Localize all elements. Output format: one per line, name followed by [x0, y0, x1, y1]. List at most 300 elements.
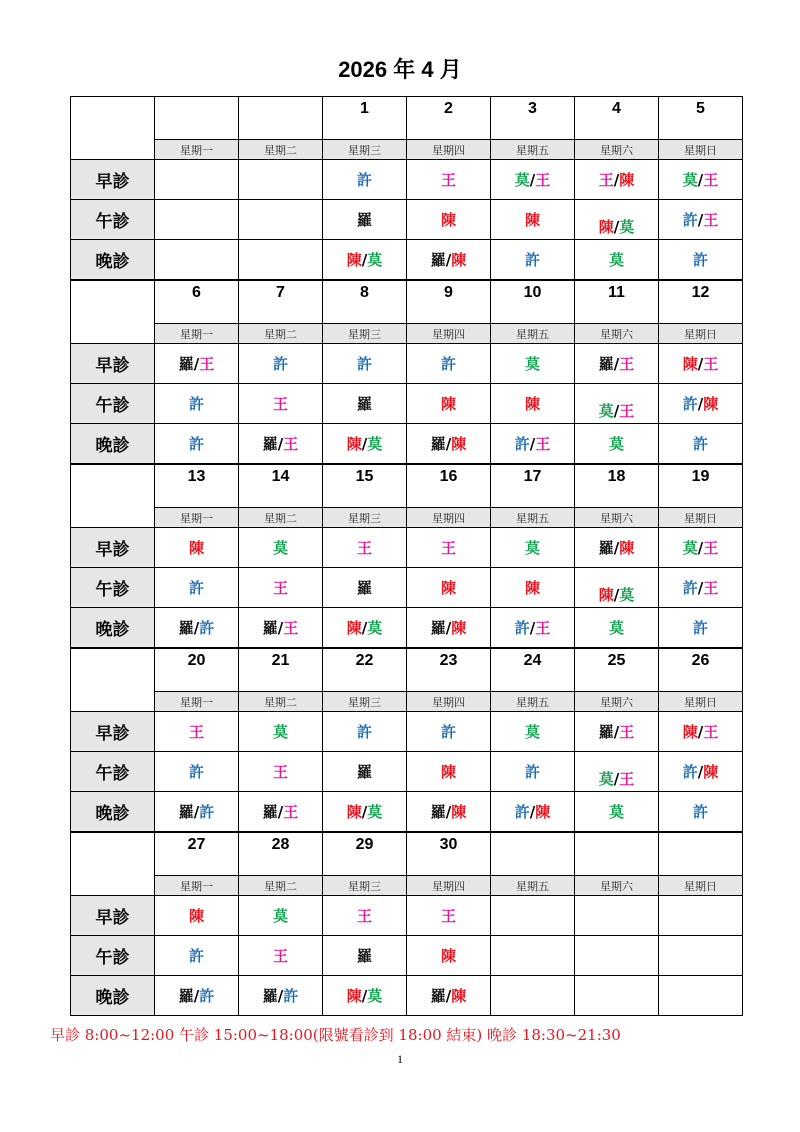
doctor-cell [575, 424, 659, 465]
doctor-cell [239, 384, 323, 424]
doctor-cell [575, 200, 659, 240]
doctor-cell [323, 568, 407, 608]
doctor-name: 王 [272, 947, 288, 965]
doctor-name: 羅 [430, 803, 446, 821]
doctor-name: 許 [524, 251, 540, 269]
doctor-name: 許 [272, 355, 288, 373]
doctor-cell [491, 976, 575, 1016]
doctor-cell [575, 528, 659, 568]
doctor-name: 許 [514, 435, 530, 453]
doctor-name: 羅 [430, 987, 446, 1005]
weekday-cell: 星期日 [659, 692, 743, 712]
doctor-name: 陳 [703, 395, 719, 413]
doctor-name: 陳 [440, 579, 456, 597]
doctor-separator: / [445, 619, 452, 637]
doctor-name: 許 [188, 947, 204, 965]
date-cell: 18 [575, 464, 659, 508]
weekday-cell: 星期六 [575, 324, 659, 344]
doctor-cell [407, 240, 491, 281]
doctor-cell [575, 792, 659, 833]
morning-session-label: 早診 [71, 160, 155, 200]
date-cell: 22 [323, 648, 407, 692]
week-date-row [71, 648, 743, 692]
doctor-cell [239, 608, 323, 649]
doctor-name: 王 [619, 770, 635, 788]
doctor-separator: / [697, 211, 704, 229]
doctor-name: 羅 [430, 251, 446, 269]
weekday-cell: 星期二 [239, 324, 323, 344]
doctor-name: 陳 [524, 211, 540, 229]
doctor-separator: / [193, 355, 200, 373]
doctor-name: 王 [272, 579, 288, 597]
doctor-cell [491, 160, 575, 200]
date-cell: 19 [659, 464, 743, 508]
doctor-name: 許 [199, 619, 215, 637]
doctor-cell [491, 344, 575, 384]
doctor-name: 許 [692, 803, 708, 821]
doctor-name: 許 [356, 723, 372, 741]
doctor-separator: / [697, 763, 704, 781]
week-header-blank [71, 648, 155, 712]
date-cell: 9 [407, 280, 491, 324]
doctor-name: 莫 [608, 619, 624, 637]
doctor-name: 陳 [440, 947, 456, 965]
week-header-blank [71, 97, 155, 160]
doctor-name: 莫 [598, 402, 614, 420]
doctor-cell [407, 936, 491, 976]
doctor-name: 羅 [178, 803, 194, 821]
afternoon-session-label: 午診 [71, 568, 155, 608]
weekday-cell: 星期三 [323, 140, 407, 160]
doctor-cell [659, 424, 743, 465]
doctor-name: 莫 [367, 803, 383, 821]
weekday-cell: 星期三 [323, 876, 407, 896]
evening-session-label: 晚診 [71, 240, 155, 281]
doctor-name: 王 [272, 763, 288, 781]
afternoon-session-row [71, 752, 743, 792]
doctor-cell [239, 568, 323, 608]
afternoon-session-label: 午診 [71, 384, 155, 424]
doctor-cell [491, 528, 575, 568]
doctor-separator: / [613, 355, 620, 373]
doctor-separator: / [445, 987, 452, 1005]
doctor-name: 陳 [440, 763, 456, 781]
doctor-cell [575, 976, 659, 1016]
weekday-cell: 星期日 [659, 876, 743, 896]
doctor-cell [491, 608, 575, 649]
doctor-cell [239, 200, 323, 240]
weekday-cell: 星期二 [239, 508, 323, 528]
doctor-name: 莫 [514, 171, 530, 189]
doctor-cell [491, 424, 575, 465]
weekday-cell: 星期三 [323, 692, 407, 712]
week-date-row [71, 280, 743, 324]
date-cell: 15 [323, 464, 407, 508]
week-date-row [71, 832, 743, 876]
doctor-name: 王 [703, 355, 719, 373]
title-year: 2026 [338, 57, 388, 82]
doctor-separator: / [445, 435, 452, 453]
doctor-name: 羅 [598, 723, 614, 741]
doctor-cell [575, 896, 659, 936]
doctor-name: 羅 [262, 619, 278, 637]
doctor-name: 許 [692, 619, 708, 637]
doctor-cell [155, 384, 239, 424]
doctor-name: 羅 [262, 987, 278, 1005]
weekday-cell: 星期六 [575, 876, 659, 896]
doctor-cell [239, 752, 323, 792]
doctor-cell [659, 712, 743, 752]
week-date-row [71, 464, 743, 508]
week-header-blank [71, 464, 155, 528]
morning-session-label: 早診 [71, 344, 155, 384]
weekday-cell: 星期五 [491, 876, 575, 896]
doctor-separator: / [361, 251, 368, 269]
doctor-cell [491, 200, 575, 240]
doctor-name: 羅 [430, 619, 446, 637]
date-cell: 3 [491, 97, 575, 140]
doctor-separator: / [697, 539, 704, 557]
doctor-cell [407, 976, 491, 1016]
morning-session-label: 早診 [71, 896, 155, 936]
doctor-cell [659, 608, 743, 649]
doctor-name: 羅 [262, 435, 278, 453]
date-cell: 4 [575, 97, 659, 140]
doctor-name: 王 [356, 907, 372, 925]
doctor-name: 王 [703, 723, 719, 741]
doctor-cell [407, 752, 491, 792]
doctor-name: 陳 [346, 987, 362, 1005]
doctor-cell [323, 608, 407, 649]
date-cell: 10 [491, 280, 575, 324]
doctor-name: 王 [440, 907, 456, 925]
doctor-separator: / [529, 435, 536, 453]
doctor-cell [407, 712, 491, 752]
doctor-name: 羅 [430, 435, 446, 453]
afternoon-session-label: 午診 [71, 200, 155, 240]
doctor-name: 陳 [451, 803, 467, 821]
doctor-cell [491, 896, 575, 936]
doctor-name: 陳 [451, 987, 467, 1005]
doctor-cell [239, 528, 323, 568]
evening-session-row [71, 608, 743, 649]
evening-session-label: 晚診 [71, 792, 155, 833]
doctor-cell [239, 344, 323, 384]
clinic-schedule-table [70, 96, 743, 1016]
doctor-name: 羅 [356, 211, 372, 229]
doctor-cell [239, 160, 323, 200]
doctor-name: 陳 [440, 211, 456, 229]
doctor-cell [155, 976, 239, 1016]
doctor-separator: / [361, 435, 368, 453]
doctor-name: 王 [598, 171, 614, 189]
doctor-name: 王 [272, 395, 288, 413]
page-title [0, 55, 800, 86]
doctor-separator: / [613, 402, 620, 420]
doctor-cell [407, 896, 491, 936]
title-month: 4 [421, 57, 434, 82]
doctor-name: 許 [188, 763, 204, 781]
doctor-name: 羅 [598, 355, 614, 373]
doctor-cell [575, 384, 659, 424]
doctor-cell [491, 792, 575, 833]
date-cell: 25 [575, 648, 659, 692]
doctor-name: 王 [703, 171, 719, 189]
evening-session-label: 晚診 [71, 608, 155, 649]
doctor-name: 莫 [524, 539, 540, 557]
doctor-name: 許 [199, 803, 215, 821]
doctor-cell [323, 896, 407, 936]
date-cell: 7 [239, 280, 323, 324]
doctor-cell [155, 200, 239, 240]
doctor-cell [323, 936, 407, 976]
doctor-separator: / [277, 619, 284, 637]
doctor-name: 陳 [598, 586, 614, 604]
doctor-cell [575, 936, 659, 976]
date-cell: 20 [155, 648, 239, 692]
clinic-hours-note: 早診 8:00~12:00 午診 15:00~18:00(限號看診到 18:00 結束) 晚診 18:30~21:30 [50, 1026, 621, 1044]
doctor-name: 莫 [272, 723, 288, 741]
doctor-name: 羅 [356, 579, 372, 597]
evening-session-row [71, 240, 743, 281]
weekday-cell: 星期四 [407, 508, 491, 528]
doctor-name: 許 [514, 803, 530, 821]
doctor-name: 陳 [619, 539, 635, 557]
doctor-cell [491, 240, 575, 281]
weekday-cell: 星期一 [155, 508, 239, 528]
doctor-separator: / [613, 770, 620, 788]
doctor-cell [155, 160, 239, 200]
date-cell: 13 [155, 464, 239, 508]
morning-session-row [71, 528, 743, 568]
doctor-cell [239, 792, 323, 833]
doctor-name: 王 [619, 723, 635, 741]
date-cell: 12 [659, 280, 743, 324]
doctor-cell [659, 528, 743, 568]
doctor-name: 陳 [703, 763, 719, 781]
afternoon-session-label: 午診 [71, 936, 155, 976]
doctor-name: 羅 [598, 539, 614, 557]
doctor-name: 王 [535, 171, 551, 189]
date-cell: 2 [407, 97, 491, 140]
doctor-name: 王 [356, 539, 372, 557]
doctor-name: 陳 [598, 218, 614, 236]
doctor-name: 許 [188, 395, 204, 413]
doctor-name: 許 [356, 171, 372, 189]
doctor-cell [575, 712, 659, 752]
doctor-name: 王 [283, 803, 299, 821]
afternoon-session-row [71, 568, 743, 608]
doctor-cell [155, 936, 239, 976]
evening-session-label: 晚診 [71, 424, 155, 465]
doctor-cell [659, 752, 743, 792]
doctor-cell [575, 344, 659, 384]
doctor-separator: / [193, 987, 200, 1005]
afternoon-session-row [71, 384, 743, 424]
doctor-name: 莫 [524, 355, 540, 373]
doctor-name: 莫 [608, 435, 624, 453]
doctor-name: 陳 [682, 723, 698, 741]
weekday-cell: 星期五 [491, 140, 575, 160]
doctor-separator: / [445, 803, 452, 821]
weekday-cell: 星期日 [659, 140, 743, 160]
doctor-name: 王 [440, 171, 456, 189]
doctor-name: 陳 [188, 907, 204, 925]
doctor-cell [491, 568, 575, 608]
date-cell [575, 832, 659, 876]
morning-session-label: 早診 [71, 712, 155, 752]
doctor-separator: / [277, 435, 284, 453]
week-weekday-row [71, 324, 743, 344]
weekday-cell: 星期四 [407, 140, 491, 160]
doctor-name: 莫 [524, 723, 540, 741]
doctor-name: 王 [188, 723, 204, 741]
doctor-name: 許 [188, 435, 204, 453]
doctor-cell [407, 528, 491, 568]
doctor-name: 許 [682, 395, 698, 413]
doctor-cell [323, 528, 407, 568]
weekday-cell: 星期一 [155, 140, 239, 160]
doctor-name: 莫 [619, 218, 635, 236]
week-date-row [71, 97, 743, 140]
date-cell: 5 [659, 97, 743, 140]
doctor-name: 陳 [619, 171, 635, 189]
doctor-name: 陳 [682, 355, 698, 373]
doctor-name: 莫 [367, 435, 383, 453]
doctor-name: 羅 [356, 947, 372, 965]
doctor-cell [239, 976, 323, 1016]
weekday-cell: 星期四 [407, 324, 491, 344]
afternoon-session-row [71, 200, 743, 240]
doctor-separator: / [697, 723, 704, 741]
doctor-separator: / [529, 171, 536, 189]
weekday-cell: 星期日 [659, 508, 743, 528]
doctor-cell [659, 976, 743, 1016]
date-cell [155, 97, 239, 140]
doctor-name: 陳 [524, 579, 540, 597]
doctor-name: 羅 [356, 395, 372, 413]
weekday-cell: 星期六 [575, 140, 659, 160]
doctor-cell [659, 896, 743, 936]
evening-session-label: 晚診 [71, 976, 155, 1016]
doctor-cell [575, 240, 659, 281]
doctor-name: 王 [703, 211, 719, 229]
doctor-cell [659, 200, 743, 240]
doctor-cell [407, 160, 491, 200]
doctor-name: 羅 [178, 619, 194, 637]
weekday-cell: 星期日 [659, 324, 743, 344]
doctor-separator: / [697, 579, 704, 597]
title-month-char: 月 [439, 58, 462, 83]
weekday-cell: 星期三 [323, 324, 407, 344]
weekday-cell: 星期二 [239, 692, 323, 712]
doctor-cell [575, 160, 659, 200]
doctor-name: 羅 [356, 763, 372, 781]
doctor-cell [407, 344, 491, 384]
doctor-name: 陳 [451, 435, 467, 453]
doctor-name: 陳 [188, 539, 204, 557]
doctor-separator: / [277, 803, 284, 821]
doctor-name: 陳 [346, 803, 362, 821]
weekday-cell: 星期二 [239, 140, 323, 160]
doctor-cell [491, 712, 575, 752]
doctor-name: 許 [440, 355, 456, 373]
date-cell: 1 [323, 97, 407, 140]
doctor-separator: / [613, 586, 620, 604]
doctor-name: 王 [535, 619, 551, 637]
date-cell: 23 [407, 648, 491, 692]
weekday-cell: 星期一 [155, 876, 239, 896]
doctor-name: 許 [692, 435, 708, 453]
doctor-cell [491, 384, 575, 424]
weekday-cell: 星期四 [407, 692, 491, 712]
doctor-name: 莫 [598, 770, 614, 788]
doctor-name: 莫 [682, 171, 698, 189]
evening-session-row [71, 976, 743, 1016]
date-cell: 29 [323, 832, 407, 876]
week-weekday-row [71, 876, 743, 896]
doctor-separator: / [697, 171, 704, 189]
doctor-name: 王 [619, 402, 635, 420]
doctor-cell [239, 896, 323, 936]
weekday-cell: 星期四 [407, 876, 491, 896]
doctor-cell [491, 752, 575, 792]
morning-session-row [71, 344, 743, 384]
doctor-cell [155, 792, 239, 833]
doctor-cell [323, 240, 407, 281]
morning-session-row [71, 160, 743, 200]
doctor-name: 許 [440, 723, 456, 741]
page-number: 1 [397, 1052, 403, 1066]
doctor-separator: / [529, 803, 536, 821]
doctor-name: 許 [356, 355, 372, 373]
week-header-blank [71, 832, 155, 896]
doctor-name: 莫 [608, 803, 624, 821]
doctor-cell [407, 384, 491, 424]
afternoon-session-label: 午診 [71, 752, 155, 792]
doctor-name: 莫 [682, 539, 698, 557]
date-cell [239, 97, 323, 140]
doctor-name: 陳 [346, 619, 362, 637]
doctor-name: 莫 [608, 251, 624, 269]
doctor-name: 許 [692, 251, 708, 269]
doctor-cell [491, 936, 575, 976]
doctor-cell [407, 608, 491, 649]
date-cell: 14 [239, 464, 323, 508]
doctor-separator: / [613, 171, 620, 189]
doctor-separator: / [445, 251, 452, 269]
date-cell: 24 [491, 648, 575, 692]
doctor-cell [575, 568, 659, 608]
doctor-name: 陳 [346, 435, 362, 453]
doctor-cell [155, 712, 239, 752]
doctor-name: 王 [703, 579, 719, 597]
doctor-name: 莫 [272, 907, 288, 925]
doctor-cell [323, 384, 407, 424]
date-cell: 11 [575, 280, 659, 324]
date-cell: 28 [239, 832, 323, 876]
doctor-cell [407, 568, 491, 608]
doctor-cell [659, 936, 743, 976]
doctor-name: 許 [199, 987, 215, 1005]
doctor-name: 羅 [178, 355, 194, 373]
doctor-cell [155, 424, 239, 465]
doctor-cell [323, 160, 407, 200]
afternoon-session-row [71, 936, 743, 976]
evening-session-row [71, 424, 743, 465]
doctor-name: 羅 [178, 987, 194, 1005]
week-weekday-row [71, 140, 743, 160]
